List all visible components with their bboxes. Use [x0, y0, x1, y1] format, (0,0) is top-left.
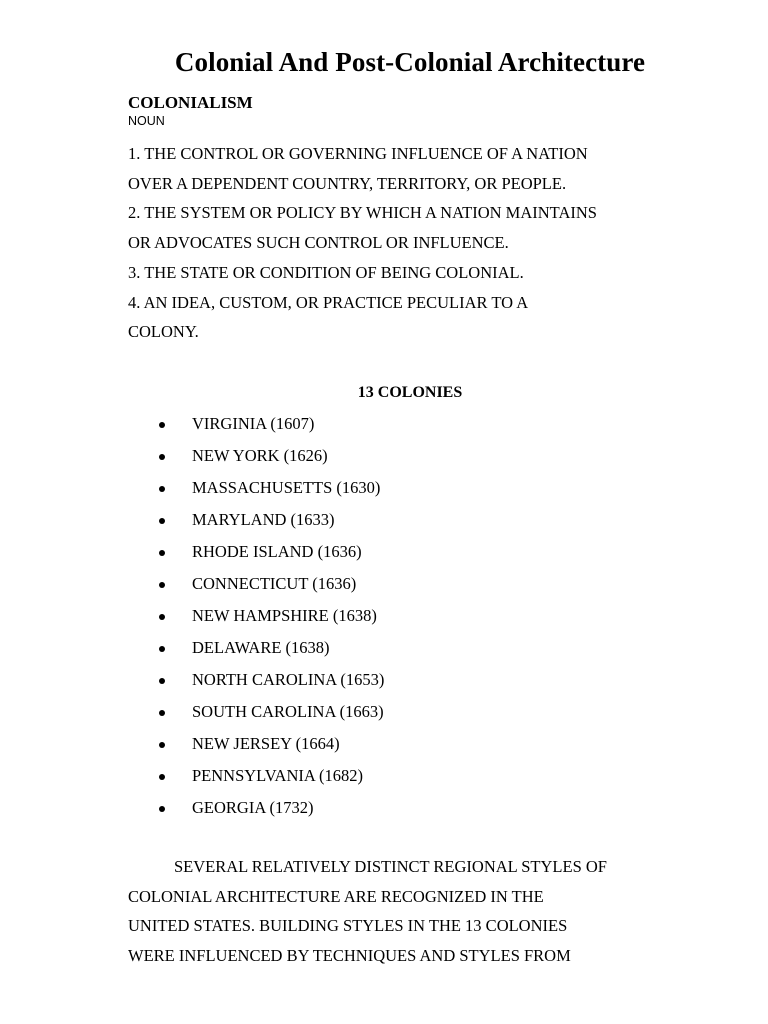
bullet-icon	[159, 422, 165, 428]
definition-line: 4. AN IDEA, CUSTOM, OR PRACTICE PECULIAR TO A	[128, 292, 529, 312]
bullet-icon	[159, 646, 165, 652]
paragraph-line: COLONIAL ARCHITECTURE ARE RECOGNIZED IN THE	[128, 886, 544, 906]
bullet-icon	[159, 518, 165, 524]
bullet-icon	[159, 774, 165, 780]
colony-label: DELAWARE (1638)	[192, 638, 330, 657]
bullet-icon	[159, 582, 165, 588]
page-title: Colonial And Post-Colonial Architecture	[174, 47, 646, 77]
definition-line: OVER A DEPENDENT COUNTRY, TERRITORY, OR PEOPLE.	[128, 173, 567, 193]
colony-label: VIRGINIA (1607)	[192, 414, 315, 433]
colony-label: MARYLAND (1633)	[192, 510, 335, 529]
paragraph-line: SEVERAL RELATIVELY DISTINCT REGIONAL STYLES OF	[174, 857, 607, 876]
definitions	[128, 139, 728, 347]
body-paragraph	[128, 852, 728, 970]
paragraph-line: WERE INFLUENCED BY TECHNIQUES AND STYLES FROM	[128, 945, 571, 965]
definition-line: COLONY.	[128, 322, 199, 342]
colony-label: MASSACHUSETTS (1630)	[192, 478, 381, 497]
colony-label: CONNECTICUT (1636)	[192, 574, 357, 593]
colony-label: GEORGIA (1732)	[192, 798, 314, 817]
bullet-icon	[159, 454, 165, 460]
bullet-icon	[159, 486, 165, 492]
colony-label: RHODE ISLAND (1636)	[192, 542, 362, 561]
definition-line: OR ADVOCATES SUCH CONTROL OR INFLUENCE.	[128, 233, 509, 253]
bullet-icon	[159, 742, 165, 748]
bullet-icon	[159, 806, 165, 812]
definition-line: 1. THE CONTROL OR GOVERNING INFLUENCE OF A NATION	[128, 144, 588, 163]
bullet-icon	[159, 678, 165, 684]
part-of-speech: NOUN	[128, 114, 165, 128]
definition-line: 3. THE STATE OR CONDITION OF BEING COLONIAL.	[128, 262, 524, 282]
colony-label: SOUTH CAROLINA (1663)	[192, 702, 384, 721]
definition-line: 2. THE SYSTEM OR POLICY BY WHICH A NATION MAINTAINS	[128, 203, 597, 223]
colonies-heading: 13 COLONIES	[357, 384, 463, 401]
bullet-icon	[159, 710, 165, 716]
colony-label: NEW HAMPSHIRE (1638)	[192, 606, 377, 625]
bullet-icon	[159, 550, 165, 556]
colony-label: NEW JERSEY (1664)	[192, 734, 340, 753]
colony-label: NORTH CAROLINA (1653)	[192, 670, 385, 689]
term-heading: COLONIALISM	[128, 93, 253, 112]
paragraph-line: UNITED STATES. BUILDING STYLES IN THE 13 COLONIES	[128, 916, 568, 936]
colony-label: NEW YORK (1626)	[192, 446, 328, 465]
bullet-icon	[159, 614, 165, 620]
colony-label: PENNSYLVANIA (1682)	[192, 766, 363, 785]
